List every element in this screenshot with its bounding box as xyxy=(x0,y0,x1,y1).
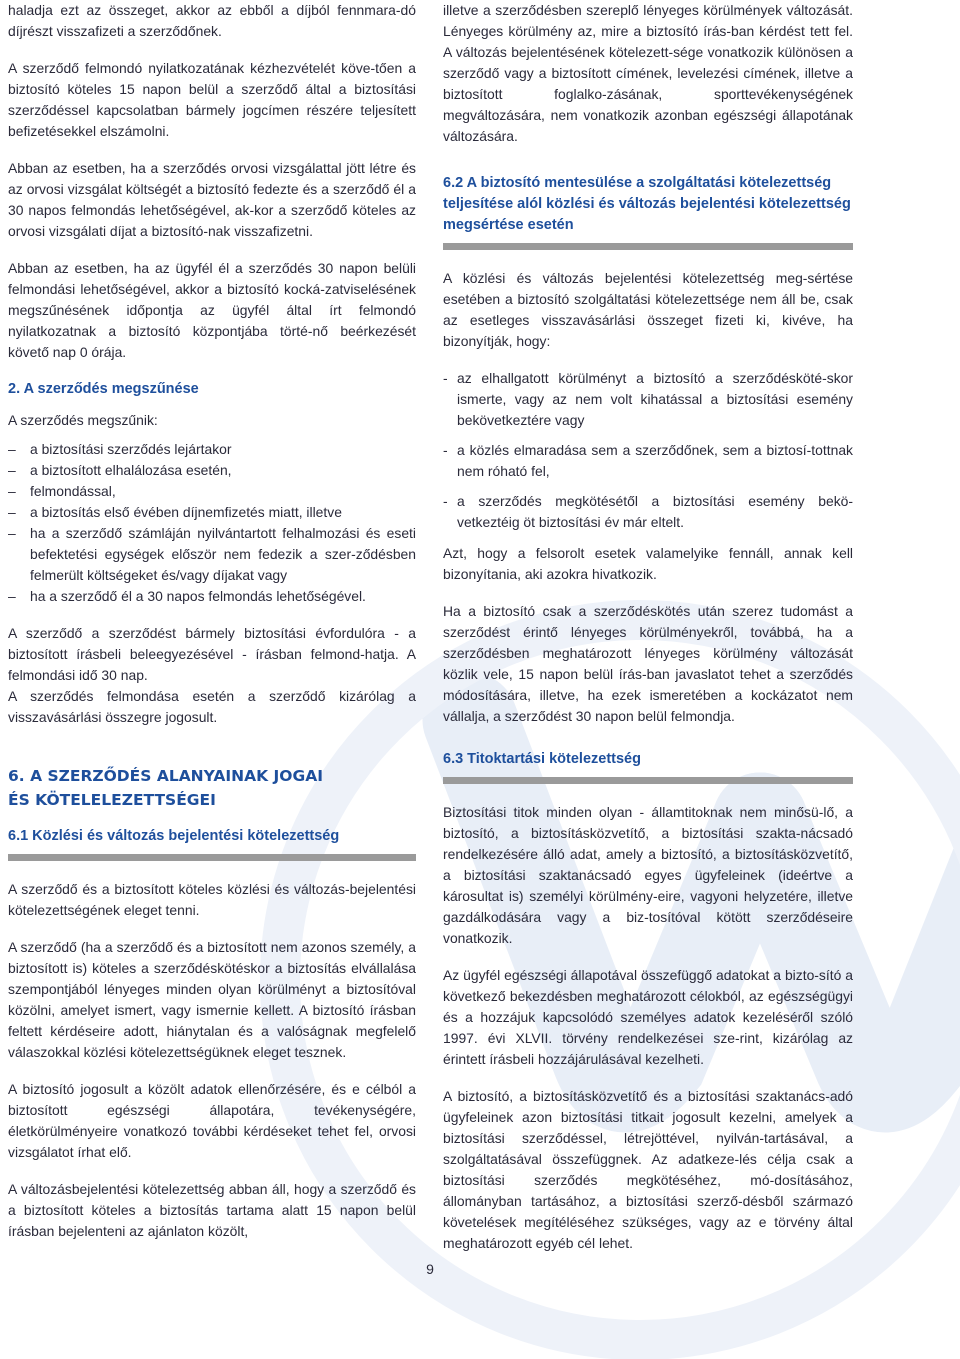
section-6-heading xyxy=(8,764,416,812)
left-column xyxy=(8,0,416,1258)
section-2-intro: A szerződés megszűnik: xyxy=(8,412,158,428)
list-item: – ha a szerződő él a 30 napos felmondás lehetőségével. xyxy=(8,586,416,607)
section-6-2-heading: 6.2 A biztosító mentesülése a szolgáltatási kötelezettség teljesítése alól közlési és változás bejelentési kötelezettség megsértése esetén xyxy=(443,173,853,250)
list-item: - a szerződés megkötésétől a biztosítási esemény bekö-vetkeztéig öt biztosítási év már eltelt. xyxy=(443,491,853,533)
list-item: – a biztosítási szerződés lejártakor xyxy=(8,439,416,460)
paragraph: A szerződő (ha a szerződő és a biztosított nem azonos személy, a biztosított is) köteles a szerződéskötéskor a biztosítás elvállalása szempontjából lényeges minden olyan körülményt a biztosítóval közölni, amelyet ismert, vagy ismernie kellett. A biztosító írásban feltett kérdéseire adott, hiánytalan és a valóságnak megfelelő válaszokkal közlési kötelezettségüknek eleget tesznek. xyxy=(8,939,416,1060)
list-item: – ha a szerződő számláján nyilvántartott felhalmozási és eseti befektetési egységek először nem fedezik a szer-ződésben felmerült költségeket és/vagy díjakat vagy xyxy=(8,523,416,586)
paragraph: A szerződő felmondó nyilatkozatának kézhezvételét köve-tően a biztosító köteles 15 napon belül a szerződő által a biztosítási szerződéssel kapcsolatban bármely jogcímen részére teljesített befizetésekkel elszámolni. xyxy=(8,60,416,139)
paragraph: A szerződő a szerződést bármely biztosítási évfordulóra - a biztosított írásbeli beleegyezésével - írásban felmond-hatja. A felmondási idő 30 nap. xyxy=(8,625,416,683)
section-6-heading-line1: 6. A SZERZŐDÉS ALANYAINAK JOGAI xyxy=(8,767,323,785)
paragraph: A változásbejelentési kötelezettség abban áll, hogy a szerződő és a biztosított köteles a biztosítás tartama alatt 15 napon belül írásban bejelenteni az ajánlaton közölt, xyxy=(8,1181,416,1239)
paragraph: A szerződés felmondása esetén a szerződő kizárólag a visszavásárlási összegre jogosult. xyxy=(8,688,416,725)
paragraph: A szerződő és a biztosított köteles közlési és változás-bejelentési kötelezettségének eleget tenni. xyxy=(8,881,416,918)
paragraph: Biztosítási titok minden olyan - államtitoknak nem minősü-lő, a biztosító, a biztosításközvetítő, a biztosítási szakta-nácsadó rendelkezésére álló adat, amely a biztosító, a biztosításközvetítő, a biztosítási szaktanácsadó egyes ügyfeleinek (ideértve a károsultat is) személyi körülmény-eire, vagyoni helyzetére, illetve gazdálkodására vagy a biz-tosítóval kötött szerződéseire vonatkozik. xyxy=(443,804,853,946)
paragraph: illetve a szerződésben szereplő lényeges körülmények változását. Lényeges körülmény az, mire a biztosító írás-ban kérdést tett fel. A változás bejelentésének kötelezett-sége vonatkozik különösen a szerződő vagy a biztosított címének, levelezési címének, illetve a biztosított foglalko-zásának, sporttevékenységének megváltozására, nem vonatkozik azonban egészségi állapotának változására. xyxy=(443,2,853,144)
paragraph: A biztosító jogosult a közölt adatok ellenőrzésére, és e célból a biztosított egészségi állapotára, tevékenységére, életkörülményeire vonatkozó további kérdéseket tehet fel, orvosi vizsgálatot írhat elő. xyxy=(8,1081,416,1160)
paragraph: Abban az esetben, ha a szerződés orvosi vizsgálattal jött létre és az orvosi vizsgálat költségét a biztosító fedezte és a szerződő él a 30 napos felmondás lehetőségével, ak-kor a szerződő köteles az orvosi vizsgálati díjat a biztosító-nak visszafizetni. xyxy=(8,160,416,239)
paragraph: haladja ezt az összeget, akkor az ebből a díjból fennmara-dó díjrészt visszafizeti a szerződőnek. xyxy=(8,2,416,39)
list-item: – a biztosítás első évében díjnemfizetés miatt, illetve xyxy=(8,502,416,523)
paragraph: Ha a biztosító csak a szerződéskötés után szerez tudomást a szerződést érintő lényeges körülményekről, továbbá, ha a szerződésben meghatározott lényeges körülmény változását közlik vele, 15 napon belül írás-ban javaslatot tehet a szerződés módosítására, illetve, ha ezek ismeretében a kockázatot nem vállalja, a szerződést 30 napon belül felmondja. xyxy=(443,603,853,724)
section-6-heading-line2: ÉS KÖTELELEZETTSÉGEI xyxy=(8,791,216,809)
termination-list xyxy=(8,439,416,607)
right-column xyxy=(443,0,853,1270)
section-6-3-heading: 6.3 Titoktartási kötelezettség xyxy=(443,749,853,784)
paragraph: Azt, hogy a felsorolt esetek valamelyike fennáll, annak kell bizonyítania, aki azokra hivatkozik. xyxy=(443,545,853,582)
page-number: 9 xyxy=(426,1261,434,1277)
list-item: – a biztosított elhalálozása esetén, xyxy=(8,460,416,481)
paragraph: Abban az esetben, ha az ügyfél él a szerződés 30 napon belüli felmondási lehetőségével, akkor a biztosító kocká-zatviselésének megszűnésének időpontja az ügyfél által írt felmondó nyilatkozatnak a biztosító központjába törté-nő beérkezését követő nap 0 órája. xyxy=(8,260,416,360)
exception-list xyxy=(443,368,853,533)
paragraph: Az ügyfél egészségi állapotával összefüggő adatokat a bizto-sító a következő bekezdésben meghatározott célokból, az egészségügyi és a hozzájuk kapcsolódó személyes adatok kezeléséről szóló 1997. évi XLVII. törvény rendelkezései sze-rint, kizárólag az érintett írásbeli hozzájárulásával kezelheti. xyxy=(443,967,853,1067)
list-item: - az elhallgatott körülményt a biztosító a szerződésköté-skor ismerte, vagy az nem volt kihatással a biztosítási esemény bekövetkeztére vagy xyxy=(443,368,853,431)
paragraph: A biztosító, a biztosításközvetítő és a biztosítási szaktanács-adó ügyfeleinek azon biztosítási titkait jogosult kezelni, amelyek a biztosítási szerződéssel, létrejöttével, nyilván-tartásával, a szolgáltatásával összefüggnek. Az adatkeze-lés célja csak a biztosítási szerződés megkötéséhez, mó-dosításához, állományban tartásához, a biztosítási szerző-désből származó követelések megítéléséhez szükséges, vagy az e törvény által meghatározott egyéb cél lehet. xyxy=(443,1088,853,1251)
section-6-1-heading: 6.1 Közlési és változás bejelentési kötelezettség xyxy=(8,826,416,861)
list-item: - a közlés elmaradása sem a szerződőnek, sem a biztosí-tottnak nem róható fel, xyxy=(443,440,853,482)
list-item: – felmondással, xyxy=(8,481,416,502)
section-2-heading: 2. A szerződés megszűnése xyxy=(8,381,199,397)
paragraph: A közlési és változás bejelentési kötelezettség meg-sértése esetében a biztosító szolgáltatási kötelezettsége nem áll be, csak az esetleges visszavásárlási összeget fizeti ki, kivéve, ha bizonyítják, hogy: xyxy=(443,270,853,349)
